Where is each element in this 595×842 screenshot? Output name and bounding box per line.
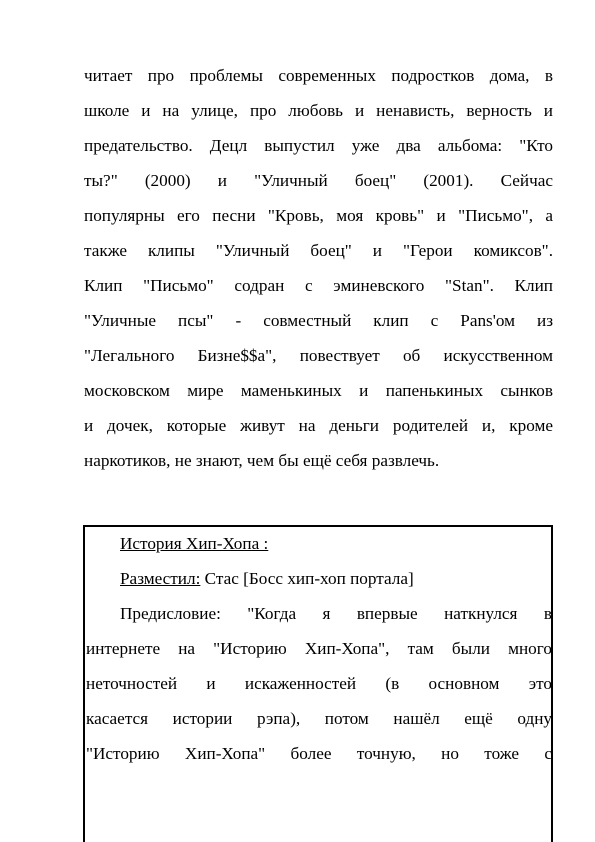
- text-line: "Уличные псы" - совместный клип с Pans'ом из: [84, 311, 553, 330]
- preface-line: касается истории рэпа), потом нашёл ещё одну: [86, 709, 552, 728]
- preface-line: интернете на "Историю Хип-Хопа", там были много: [86, 639, 552, 658]
- text-line: "Легального Бизне$$а", повествует об искусственном: [84, 346, 553, 365]
- section-title: [86, 526, 552, 561]
- text-line: ты?" (2000) и "Уличный боец" (2001). Сейчас: [84, 171, 553, 190]
- text-line: наркотиков, не знают, чем бы ещё себя развлечь.: [84, 451, 440, 470]
- text-line: также клипы "Уличный боец" и "Герои комиксов".: [84, 241, 553, 260]
- section-title-text: История Хип-Хопа :: [120, 534, 269, 553]
- preface-line: "Историю Хип-Хопа" более точную, но тоже с: [86, 744, 552, 763]
- text-line: популярны его песни "Кровь, моя кровь" и "Письмо", а: [84, 206, 553, 225]
- body-paragraph: [84, 58, 553, 478]
- posted-by-label: Разместил:: [120, 569, 201, 588]
- text-line: читает про проблемы современных подростков дома, в: [84, 66, 553, 85]
- text-line: школе и на улице, про любовь и ненависть, верность и: [84, 101, 553, 120]
- text-line: Клип "Письмо" содран с эминевского "Stan". Клип: [84, 276, 553, 295]
- text-line: и дочек, которые живут на деньги родителей и, кроме: [84, 416, 553, 435]
- preface-line: неточностей и искаженностей (в основном это: [86, 674, 552, 693]
- preface-line: Предисловие: "Когда я впервые наткнулся в: [120, 604, 552, 623]
- posted-by-value: Стас [Босс хип-хоп портала]: [200, 569, 414, 588]
- text-line: московском мире маменькиных и папенькиных сынков: [84, 381, 553, 400]
- section-content: [86, 526, 552, 771]
- text-line: предательство. Децл выпустил уже два альбома: "Кто: [84, 136, 553, 155]
- posted-by-line: [86, 561, 552, 596]
